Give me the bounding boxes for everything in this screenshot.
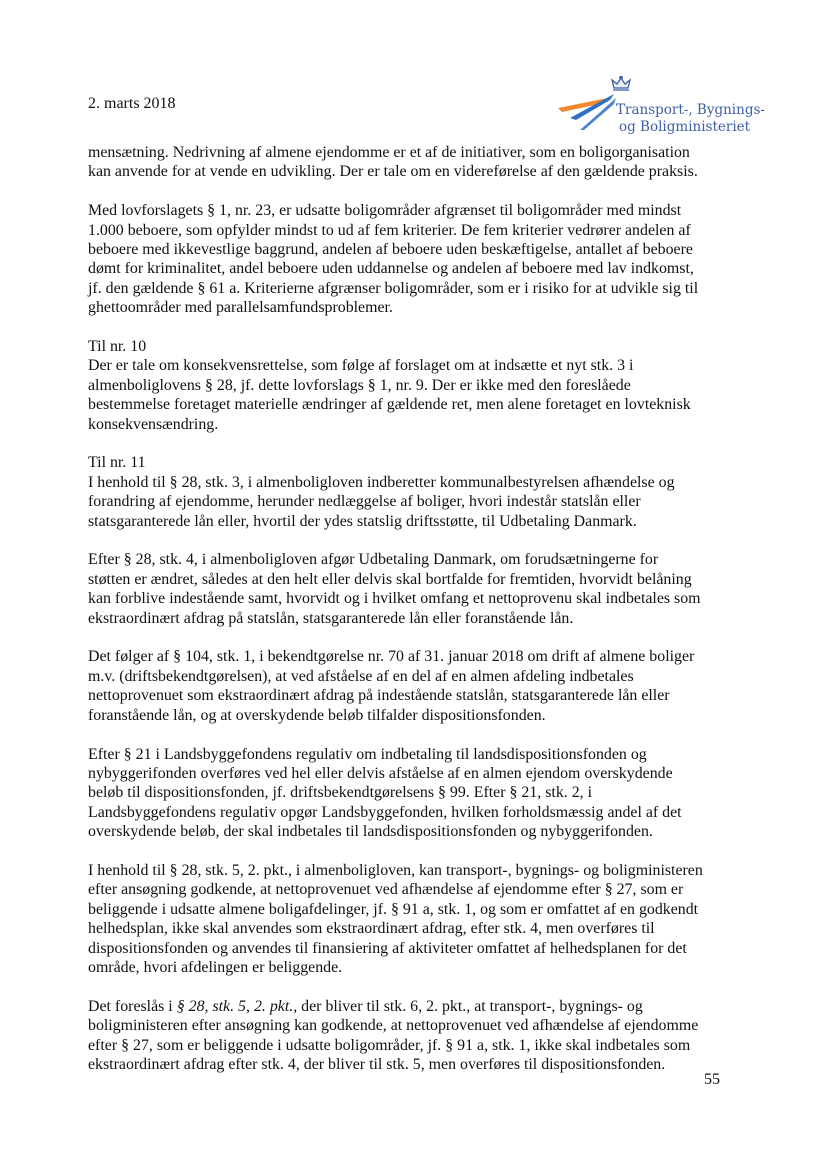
section-heading: Til nr. 10 [88,338,147,356]
crown-icon [612,76,630,90]
body-paragraph-final [88,997,704,1075]
body-paragraph: Med lovforslagets § 1, nr. 23, er udsatte boligområder afgrænset til boligområder med mindst 1.000 beboere, som opfylder mindst to ud af fem kriterier. De fem kriterier vedrører andelen af beboere med ikkevestlige baggrund, andelen af beboere uden beskæftigelse, antallet af beboere dømt for kriminalitet, andel beboere uden uddannelse og andelen af beboere med lav indkomst, jf. den gældende § 61 a. Kriterierne afgrænser boligområder, som er i risiko for at udvikle sig til ghettoområder med parallelsamfundsproblemer. [88,202,699,317]
italic-reference: § 28, stk. 5, 2. pkt. [176,997,294,1015]
section-til-nr-10 [88,337,704,434]
page-number: 55 [704,1071,720,1088]
section-text: Der er tale om konsekvensrettelse, som følge af forslaget om at indsætte et nyt stk. 3 i almenboliglovens § 28, jf. dette lovforslags § 1, nr. 9. Der er ikke med den foreslåede bestemmelse foretaget materielle ændringer af gældende ret, men alene foretaget en lovteknisk konsekvensændring. [88,357,691,433]
body-paragraph: Efter § 28, stk. 4, i almenboligloven afgør Udbetaling Danmark, om forudsætningerne for støtten er ændret, således at den helt eller delvis skal bortfalde for fremtiden, hvorvidt belåning kan forblive indestående samt, hvorvidt og i hvilket omfang et nettoprovenu skal indbetales som ekstraordinært afdrag på statslån, statsgaranterede lån eller foranstående lån. [88,551,701,627]
body-paragraph: Efter § 21 i Landsbyggefondens regulativ om indbetaling til landsdispositionsfonden og nybyggerifonden overføres ved hel eller delvis afståelse af en almen ejendom overskydende beløb til dispositionsfonden, jf. driftsbekendtgørelsens § 99. Efter § 21, stk. 2, i Landsbyggefondens regulativ opgør Landsbyggefonden, hvilken forholdsmæssig andel af det overskydende beløb, der skal indbetales til landsdispositionsfonden og nybyggerifonden. [88,745,682,841]
text-run: , der bliver til stk. 6, 2. pkt., at transport-, bygnings- og boligministeren efter ansøgning kan godkende, at nettoprovenuet ved afhændelse af ejendomme efter § 27, som er beliggende i udsatte boligområder, jf. § 91 a, stk. 1, ikke skal indbetales som ekstraordinært afdrag efter stk. 4, der bliver til stk. 5, men overføres til dispositionsfonden. [88,997,699,1073]
body-paragraph: mensætning. Nedrivning af almene ejendomme er et af de initiativer, som en boligorganisation kan anvende for at vende en udvikling. Der er tale om en videreførelse af den gældende praksis. [88,144,698,181]
section-text: I henhold til § 28, stk. 3, i almenboligloven indberetter kommunalbestyrelsen afhændelse og forandring af ejendomme, herunder nedlæggelse af boliger, hvori indestår statslån eller statsgaranterede lån eller, hvortil der ydes statslig driftsstøtte, til Udbetaling Danmark. [88,473,675,530]
text-run: Det foreslås i [88,997,177,1015]
section-heading: Til nr. 11 [88,454,146,472]
logo-wordmark [616,102,765,136]
ministry-logo [556,76,766,138]
body-paragraph: Det følger af § 104, stk. 1, i bekendtgørelse nr. 70 af 31. januar 2018 om drift af almene boliger m.v. (driftsbekendtgørelsen), at ved afståelse af en del af en almen afdeling indbetales nettoprovenuet som ekstraordinært afdrag på indestående statslån, statsgaranterede lån eller foranstående lån, og at overskydende beløb tilfalder dispositionsfonden. [88,648,695,724]
logo-line-2: og Boligministeriet [619,119,751,135]
logo-line-1: Transport-, Bygnings- [616,102,765,118]
document-body [88,143,704,1094]
body-paragraph: I henhold til § 28, stk. 5, 2. pkt., i almenboligloven, kan transport-, bygnings- og boligministeren efter ansøgning godkende, at nettoprovenuet ved afhændelse af ejendomme efter § 27, som er beliggende i udsatte almene boligafdelinger, jf. § 91 a, stk. 1, og som er omfattet af en godkendt helhedsplan, ikke skal anvendes som ekstraordinært afdrag, efter stk. 4, men overføres til dispositionsfonden og anvendes til finansiering af aktiviteter omfattet af helhedsplanen for det område, hvori afdelingen er beliggende. [88,861,703,976]
document-date: 2. marts 2018 [88,95,176,112]
section-til-nr-11 [88,453,704,531]
